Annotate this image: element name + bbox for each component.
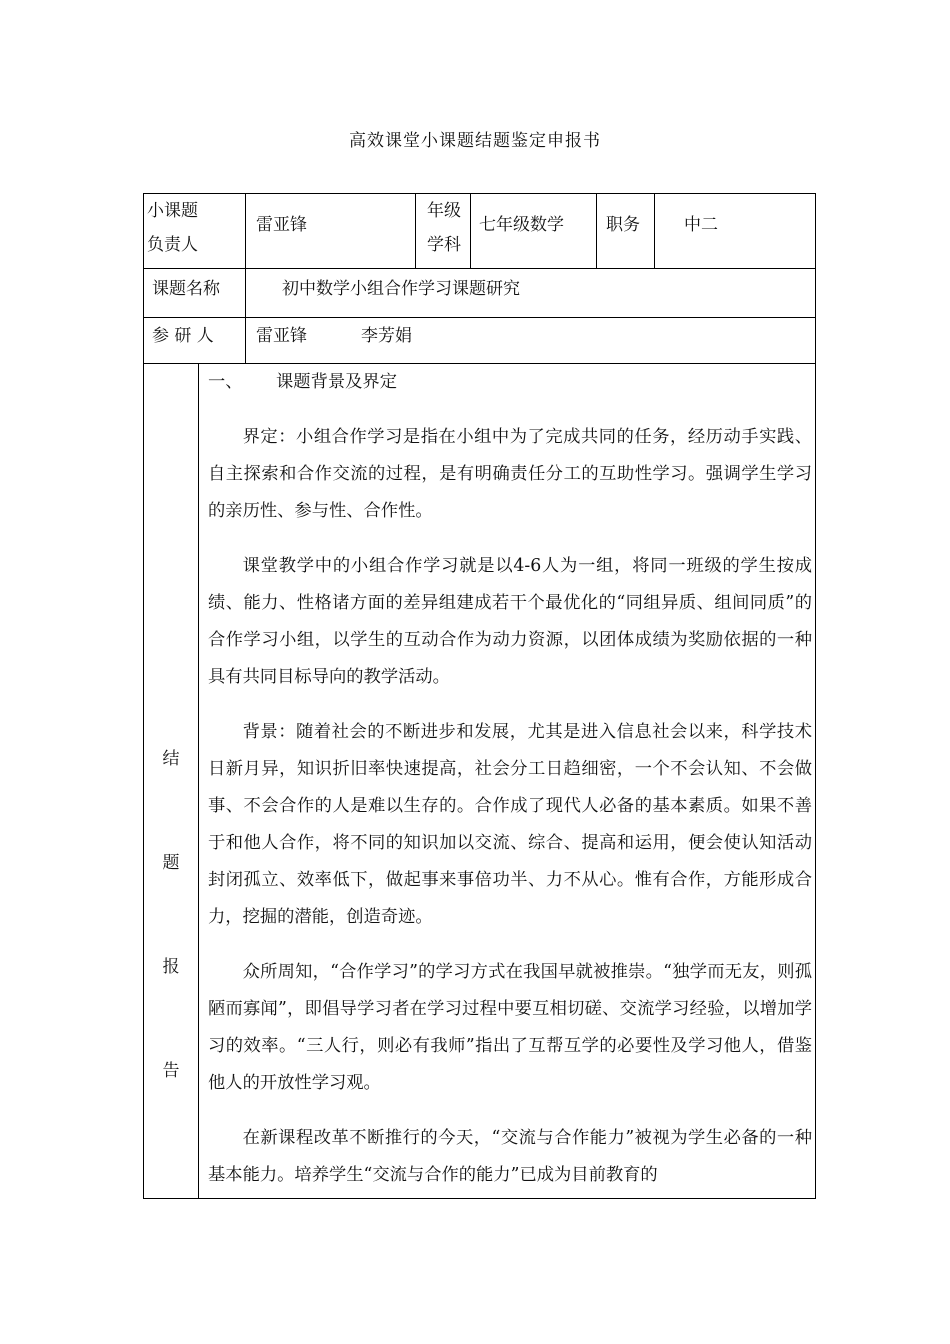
leader-label: 小课题 负责人	[147, 201, 198, 255]
col-divider	[245, 268, 246, 363]
report-paragraph: 背景：随着社会的不断进步和发展，尤其是进入信息社会以来，科学技术日新月异，知识折旧率快速提高，社会分工日趋细密，一个不会认知、不会做事、不会合作的人是难以生存的。合作成了现代人必备的基本素质。如果不善于和他人合作，将不同的知识加以交流、综合、提高和运用，便会使认知活动封闭孤立、效率低下，做起事来事倍功半、力不从心。惟有合作，方能形成合力，挖掘的潜能，创造奇迹。	[208, 722, 812, 927]
section-title: 课题背景及界定	[276, 372, 397, 392]
report-side-label-char: 题	[162, 853, 180, 873]
col-divider	[198, 363, 199, 1198]
report-paragraph: 众所周知，“合作学习”的学习方式在我国早就被推崇。“独学而无友，则孤陋而寡闻”，即倡导学习者在学习过程中要互相切磋、交流学习经验，以增加学习的效率。“三人行，则必有我师”指出了互帮互学的必要性及学习他人，借鉴他人的开放性学习观。	[208, 962, 812, 1093]
col-divider	[245, 194, 246, 268]
topic-value: 初中数学小组合作学习课题研究	[282, 279, 520, 299]
report-paragraph: 课堂教学中的小组合作学习就是以4-6人为一组，将同一班级的学生按成绩、能力、性格诸方面的差异组建成若干个最优化的“同组异质、组间同质”的合作学习小组，以学生的互动合作为动力资源，以团体成绩为奖励依据的一种具有共同目标导向的教学活动。	[208, 556, 812, 687]
report-side-label-char: 告	[162, 1061, 180, 1081]
document-title: 高效课堂小课题结题鉴定申报书	[349, 131, 601, 151]
application-form-table	[143, 193, 816, 1199]
topic-label: 课题名称	[152, 279, 220, 299]
col-divider	[654, 194, 655, 268]
grade-label: 年级 学科	[427, 201, 461, 255]
report-side-label-char: 报	[162, 957, 180, 977]
leader-value: 雷亚锋	[256, 215, 307, 235]
report-body	[208, 364, 812, 1194]
participants-label: 参 研 人	[152, 326, 214, 346]
participant-name: 李芳娟	[361, 326, 412, 346]
col-divider	[470, 194, 471, 268]
report-paragraph: 界定：小组合作学习是指在小组中为了完成共同的任务，经历动手实践、自主探索和合作交流的过程，是有明确责任分工的互助性学习。强调学生学习的亲历性、参与性、合作性。	[208, 427, 812, 521]
section-number: 一、	[208, 372, 243, 392]
report-paragraph: 在新课程改革不断推行的今天，“交流与合作能力”被视为学生必备的一种基本能力。培养学生“交流与合作的能力”已成为目前教育的	[208, 1128, 812, 1185]
col-divider	[415, 194, 416, 268]
position-label: 职务	[606, 215, 640, 235]
report-side-label-char: 结	[162, 749, 180, 769]
grade-value: 七年级数学	[479, 215, 564, 235]
section-heading	[208, 364, 812, 401]
position-value: 中二	[684, 215, 718, 235]
participant-name: 雷亚锋	[256, 326, 307, 346]
col-divider	[596, 194, 597, 268]
